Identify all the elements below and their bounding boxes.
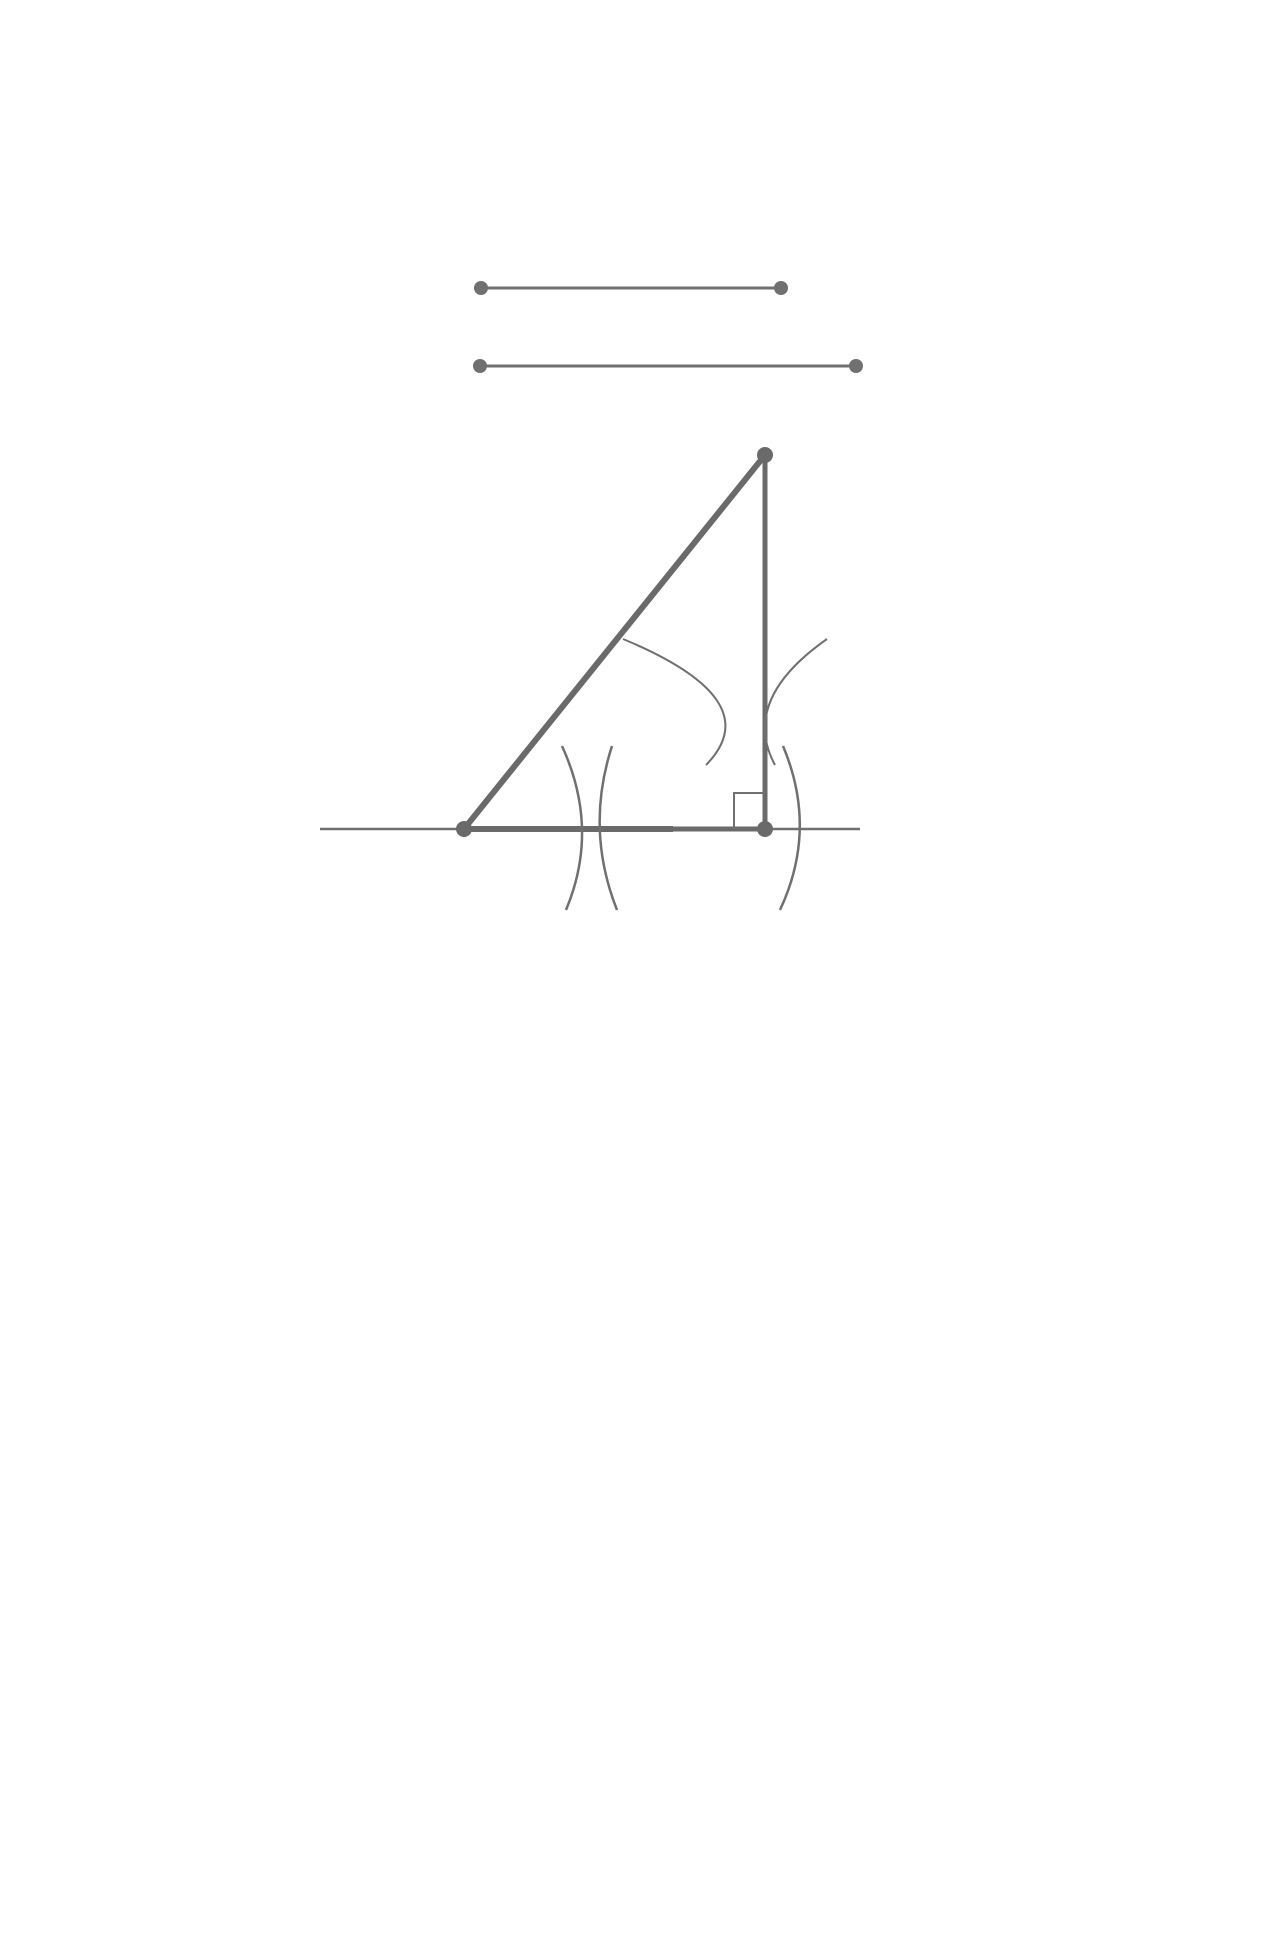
construction-diagram — [0, 0, 1281, 960]
